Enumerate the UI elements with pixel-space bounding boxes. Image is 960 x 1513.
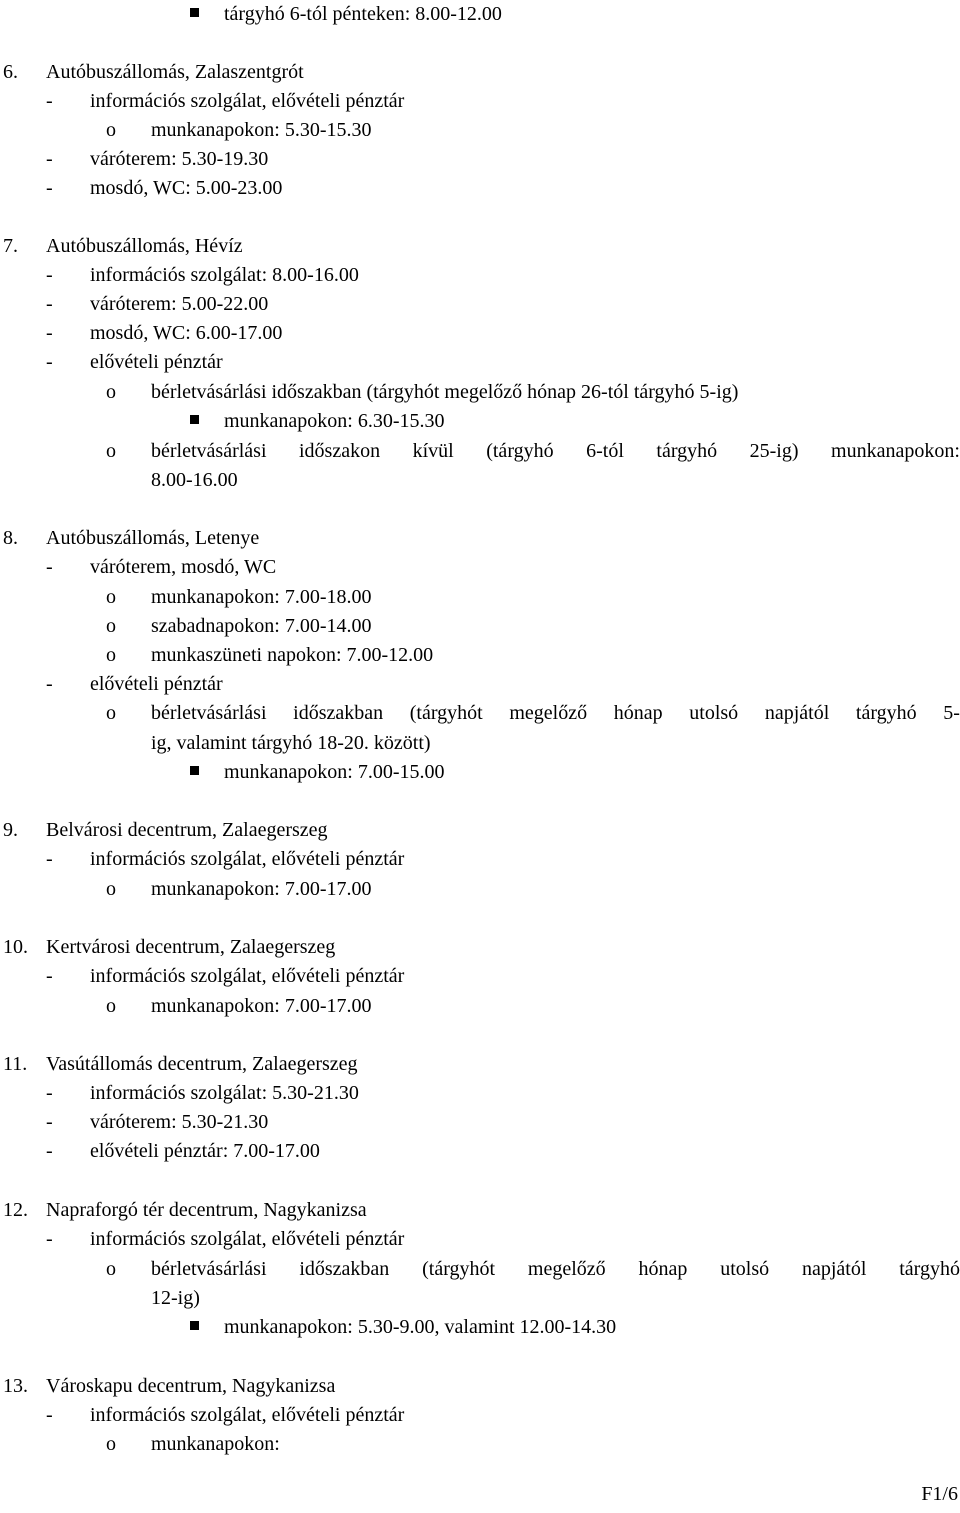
circle-bullet: o <box>106 878 116 900</box>
dash-bullet: - <box>46 1140 53 1162</box>
list-item: bérletvásárlási időszakban (tárgyhót megelőző hónap utolsó napjától tárgyhó 5- <box>151 702 960 724</box>
list-item: mosdó, WC: 6.00-17.00 <box>90 322 283 344</box>
section-number: 8. <box>3 527 18 549</box>
dash-bullet: - <box>46 556 53 578</box>
section-title: Autóbuszállomás, Hévíz <box>46 235 243 257</box>
square-bullet-icon <box>190 415 199 424</box>
dash-bullet: - <box>46 293 53 315</box>
section-title: Városkapu decentrum, Nagykanizsa <box>46 1375 336 1397</box>
dash-bullet: - <box>46 1228 53 1250</box>
list-item-continuation: 12-ig) <box>151 1287 200 1309</box>
section-title: Belvárosi decentrum, Zalaegerszeg <box>46 819 328 841</box>
list-item: információs szolgálat, elővételi pénztár <box>90 965 405 987</box>
dash-bullet: - <box>46 1404 53 1426</box>
list-item: bérletvásárlási időszakon kívül (tárgyhó 6-tól tárgyhó 25-ig) munkanapokon: <box>151 440 960 462</box>
dash-bullet: - <box>46 848 53 870</box>
section-number: 11. <box>3 1053 28 1075</box>
section-number: 7. <box>3 235 18 257</box>
circle-bullet: o <box>106 381 116 403</box>
circle-bullet: o <box>106 1433 116 1455</box>
list-item: munkanapokon: 7.00-15.00 <box>224 761 445 783</box>
list-item: munkaszüneti napokon: 7.00-12.00 <box>151 644 434 666</box>
list-item: információs szolgálat, elővételi pénztár <box>90 848 405 870</box>
section-title: Autóbuszállomás, Zalaszentgrót <box>46 61 304 83</box>
dash-bullet: - <box>46 351 53 373</box>
list-item: munkanapokon: 5.30-15.30 <box>151 119 372 141</box>
circle-bullet: o <box>106 702 116 724</box>
list-item: váróterem, mosdó, WC <box>90 556 277 578</box>
list-item: információs szolgálat: 5.30-21.30 <box>90 1082 359 1104</box>
list-item-continuation: 8.00-16.00 <box>151 469 238 491</box>
dash-bullet: - <box>46 1111 53 1133</box>
list-item: váróterem: 5.30-19.30 <box>90 148 269 170</box>
list-item: elővételi pénztár: 7.00-17.00 <box>90 1140 320 1162</box>
list-item: információs szolgálat, elővételi pénztár <box>90 1228 405 1250</box>
list-item: információs szolgálat: 8.00-16.00 <box>90 264 359 286</box>
dash-bullet: - <box>46 1082 53 1104</box>
dash-bullet: - <box>46 264 53 286</box>
circle-bullet: o <box>106 995 116 1017</box>
circle-bullet: o <box>106 615 116 637</box>
section-title: Vasútállomás decentrum, Zalaegerszeg <box>46 1053 358 1075</box>
section-title: Autóbuszállomás, Letenye <box>46 527 260 549</box>
section-number: 6. <box>3 61 18 83</box>
list-item: bérletvásárlási időszakban (tárgyhót megelőző hónap utolsó napjától tárgyhó <box>151 1258 960 1280</box>
list-item-continuation: ig, valamint tárgyhó 18-20. között) <box>151 732 431 754</box>
dash-bullet: - <box>46 90 53 112</box>
list-item: tárgyhó 6-tól pénteken: 8.00-12.00 <box>224 3 502 25</box>
dash-bullet: - <box>46 177 53 199</box>
list-item: mosdó, WC: 5.00-23.00 <box>90 177 283 199</box>
dash-bullet: - <box>46 965 53 987</box>
section-title: Napraforgó tér decentrum, Nagykanizsa <box>46 1199 367 1221</box>
circle-bullet: o <box>106 586 116 608</box>
list-item: munkanapokon: 5.30-9.00, valamint 12.00-14.30 <box>224 1316 617 1338</box>
circle-bullet: o <box>106 644 116 666</box>
dash-bullet: - <box>46 148 53 170</box>
list-item: elővételi pénztár <box>90 673 223 695</box>
list-item: információs szolgálat, elővételi pénztár <box>90 90 405 112</box>
list-item: szabadnapokon: 7.00-14.00 <box>151 615 372 637</box>
list-item: munkanapokon: 7.00-18.00 <box>151 586 372 608</box>
square-bullet-icon <box>190 8 199 17</box>
list-item: munkanapokon: <box>151 1433 280 1455</box>
list-item: bérletvásárlási időszakban (tárgyhót megelőző hónap 26-tól tárgyhó 5-ig) <box>151 381 739 403</box>
page-number: F1/6 <box>921 1483 958 1505</box>
list-item: munkanapokon: 6.30-15.30 <box>224 410 445 432</box>
circle-bullet: o <box>106 119 116 141</box>
circle-bullet: o <box>106 440 116 462</box>
list-item: váróterem: 5.30-21.30 <box>90 1111 269 1133</box>
list-item: információs szolgálat, elővételi pénztár <box>90 1404 405 1426</box>
list-item: munkanapokon: 7.00-17.00 <box>151 878 372 900</box>
square-bullet-icon <box>190 766 199 775</box>
section-number: 13. <box>3 1375 28 1397</box>
list-item: elővételi pénztár <box>90 351 223 373</box>
section-number: 12. <box>3 1199 28 1221</box>
square-bullet-icon <box>190 1321 199 1330</box>
list-item: váróterem: 5.00-22.00 <box>90 293 269 315</box>
dash-bullet: - <box>46 673 53 695</box>
section-number: 10. <box>3 936 28 958</box>
section-title: Kertvárosi decentrum, Zalaegerszeg <box>46 936 336 958</box>
list-item: munkanapokon: 7.00-17.00 <box>151 995 372 1017</box>
circle-bullet: o <box>106 1258 116 1280</box>
dash-bullet: - <box>46 322 53 344</box>
section-number: 9. <box>3 819 18 841</box>
